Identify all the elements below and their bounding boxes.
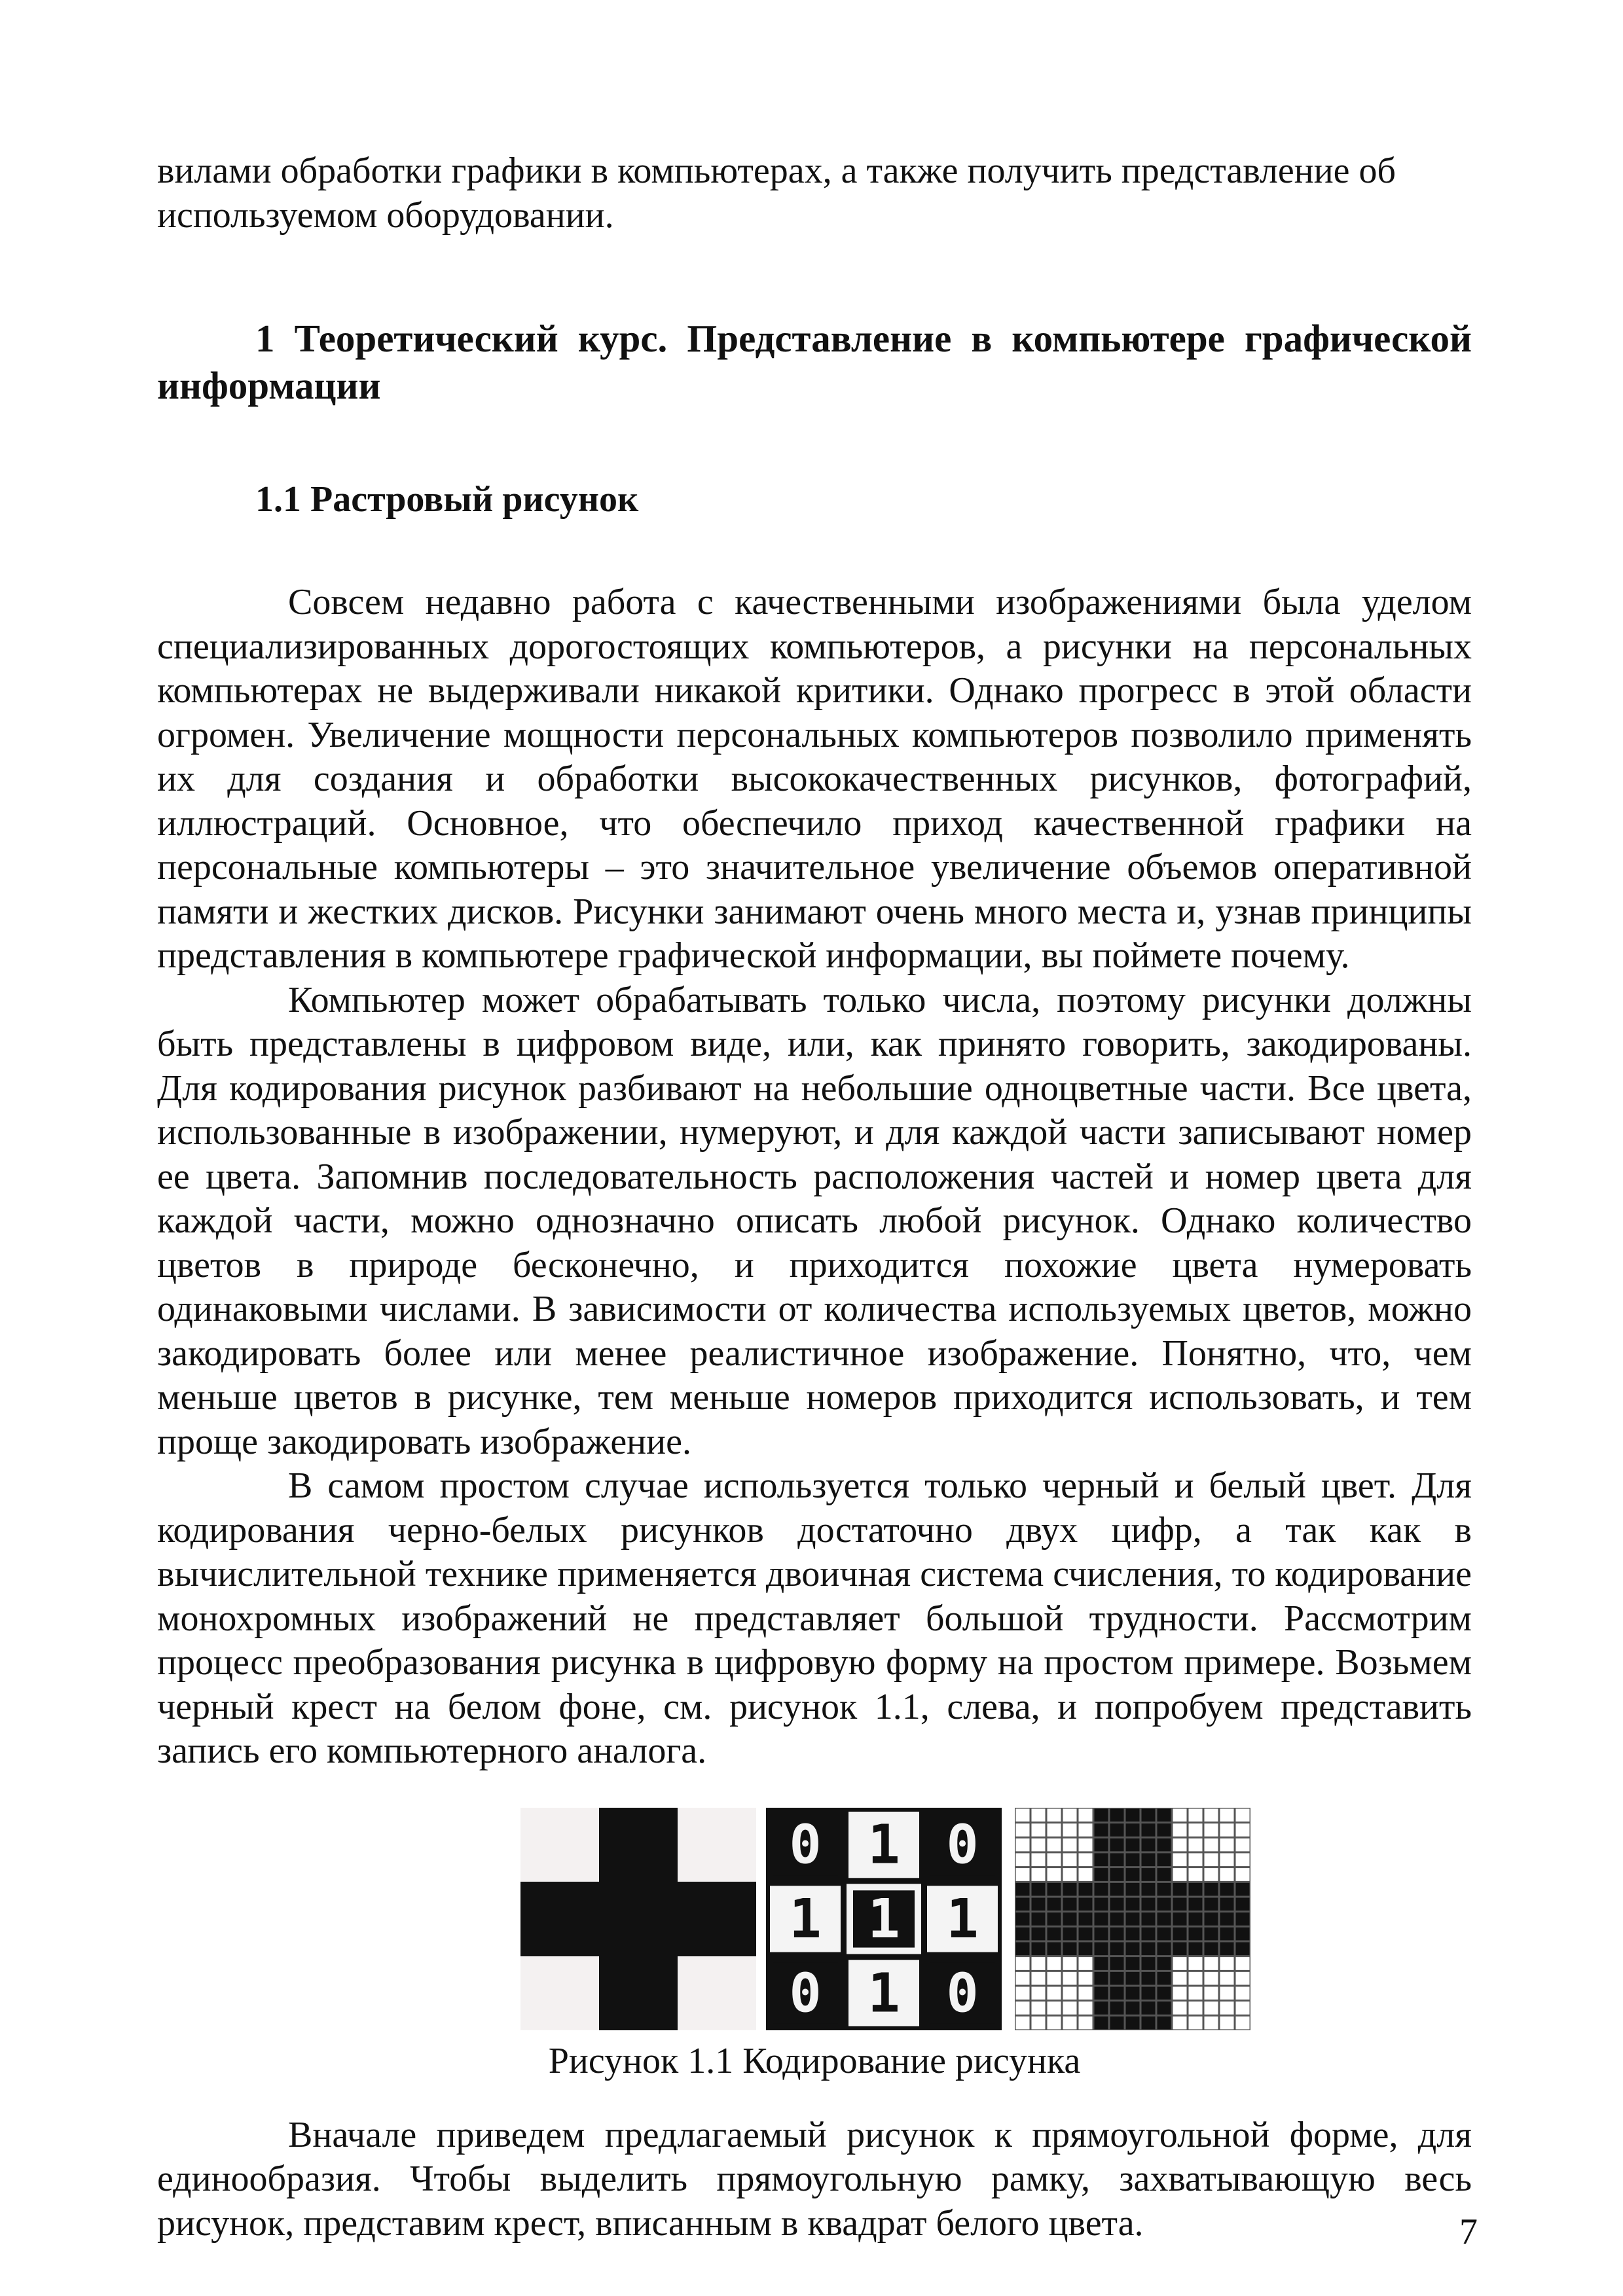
pixel-cell [1235, 1867, 1250, 1882]
pixel-cell [1093, 1867, 1109, 1882]
pixel-cell [1172, 1837, 1188, 1852]
pixel-cell [1140, 1941, 1156, 1956]
pixel-cell [1188, 1867, 1203, 1882]
pixel-cell [1235, 1822, 1250, 1837]
pixel-cell [1219, 1911, 1235, 1926]
pixel-cell [1219, 1941, 1235, 1956]
pixel-cell [1188, 1822, 1203, 1837]
pixel-cell [1235, 2000, 1250, 2015]
pixel-cell [1062, 1986, 1078, 2001]
pixel-cell [1219, 1986, 1235, 2001]
pixel-cell [1125, 1897, 1140, 1912]
pixel-cell [1188, 1971, 1203, 1986]
pixel-cell [1235, 1897, 1250, 1912]
pixel-cell [1156, 1852, 1172, 1867]
pixel-grid-image [1015, 1808, 1250, 2030]
pixel-cell [1172, 2000, 1188, 2015]
pixel-cell [1109, 1971, 1125, 1986]
pixel-cell [1030, 1986, 1046, 2001]
pixel-cell [1046, 1882, 1062, 1897]
pixel-cell [1093, 2000, 1109, 2015]
pixel-cell [1078, 1837, 1093, 1852]
pixel-cell [1046, 1956, 1062, 1971]
pixel-cell [1046, 1837, 1062, 1852]
pixel-cell [1015, 2000, 1030, 2015]
pixel-cell [1046, 1926, 1062, 1941]
pixel-cell [1078, 1956, 1093, 1971]
pixel-cell [1093, 1897, 1109, 1912]
pixel-cell [1030, 2000, 1046, 2015]
pixel-cell [1125, 1941, 1140, 1956]
digit-label: 1 [867, 1962, 900, 2024]
pixel-cell [1015, 1941, 1030, 1956]
pixel-cell [1125, 1986, 1140, 2001]
pixel-cell [1109, 1867, 1125, 1882]
pixel-cell [1030, 1971, 1046, 1986]
pixel-cell [1219, 1926, 1235, 1941]
pixel-cell [1030, 1926, 1046, 1941]
pixel-cell [1030, 1867, 1046, 1882]
pixel-cell [1030, 1941, 1046, 1956]
pixel-cell [1015, 2015, 1030, 2030]
body-paragraph-1: Совсем недавно работа с качественными изображениями была уделом специализированных дорогостоящих компьютеров, а рисунки на персональных компьютерах не выдерживали никакой критики. Однако прогресс в этой области огромен. Увеличение мощности персональных компьютеров позволило применять их для создания и обработки высококачественных рисунков, фотографий, иллюстраций. Основное, что обеспечило приход качественной графики на персональные компьютеры – это значительное увеличение объемов оперативной памяти и жестких дисков. Рисунки занимают очень много места и, узнав принципы представления в компьютере графической информации, вы поймете почему. [157, 582, 1472, 976]
pixel-cell [1140, 2000, 1156, 2015]
pixel-cell [1093, 1882, 1109, 1897]
pixel-cell [1046, 1808, 1062, 1823]
pixel-cell [1172, 1911, 1188, 1926]
pixel-cell [1219, 1897, 1235, 1912]
pixel-cell [1125, 2000, 1140, 2015]
pixel-cell [1140, 1837, 1156, 1852]
digit-label: 0 [789, 1814, 822, 1876]
pixel-cell [1062, 1926, 1078, 1941]
pixel-cell [1078, 1911, 1093, 1926]
pixel-cell [1203, 1808, 1219, 1823]
pixel-cell [1093, 1911, 1109, 1926]
chapter-heading: 1 Теоретический курс. Представление в компьютере графической информации [157, 317, 1472, 407]
pixel-cell [1235, 1882, 1250, 1897]
pixel-cell [1203, 1941, 1219, 1956]
pixel-cell [1188, 1882, 1203, 1897]
pixel-cell [1125, 1926, 1140, 1941]
pixel-cell [1156, 1837, 1172, 1852]
pixel-cell [1156, 1926, 1172, 1941]
pixel-cell [1062, 2015, 1078, 2030]
pixel-cell [1046, 1897, 1062, 1912]
pixel-cell [1109, 1808, 1125, 1823]
pixel-cell [1078, 1852, 1093, 1867]
pixel-cell [1172, 1926, 1188, 1941]
cross-image [520, 1808, 756, 2030]
pixel-cell [1015, 1837, 1030, 1852]
pixel-cell [1062, 1852, 1078, 1867]
pixel-cell [1156, 1986, 1172, 2001]
pixel-cell [1078, 1971, 1093, 1986]
pixel-cell [1062, 2000, 1078, 2015]
pixel-cell [1235, 1837, 1250, 1852]
section-heading: 1.1 Растровый рисунок [255, 479, 639, 520]
pixel-cell [1125, 1852, 1140, 1867]
pixel-cell [1093, 1837, 1109, 1852]
pixel-cell [1203, 2000, 1219, 2015]
pixel-cell [1046, 1852, 1062, 1867]
pixel-cell [1140, 1897, 1156, 1912]
pixel-cell [1015, 1852, 1030, 1867]
pixel-cell [1219, 1822, 1235, 1837]
pixel-cell [1062, 1867, 1078, 1882]
pixel-cell [1078, 2015, 1093, 2030]
page-content [157, 149, 1472, 2246]
pixel-cell [1203, 1837, 1219, 1852]
pixel-cell [1156, 2000, 1172, 2015]
pixel-cell [1125, 1956, 1140, 1971]
pixel-cell [1219, 1852, 1235, 1867]
pixel-cell [1015, 1882, 1030, 1897]
pixel-cell [1203, 1897, 1219, 1912]
pixel-cell [1188, 1852, 1203, 1867]
pixel-cell [1156, 1941, 1172, 1956]
pixel-cell [1219, 1971, 1235, 1986]
pixel-cell [1015, 1926, 1030, 1941]
pixel-cell [1046, 1941, 1062, 1956]
digit-label: 0 [789, 1962, 822, 2024]
pixel-cell [1140, 1822, 1156, 1837]
pixel-cell [1093, 1808, 1109, 1823]
pixel-cell [1188, 2000, 1203, 2015]
pixel-cell [1203, 1867, 1219, 1882]
pixel-cell [1172, 1808, 1188, 1823]
pixel-cell [1093, 1986, 1109, 2001]
pixel-cell [1093, 2015, 1109, 2030]
pixel-cell [1046, 2015, 1062, 2030]
pixel-cell [1078, 1808, 1093, 1823]
digit-label: 1 [789, 1888, 822, 1950]
pixel-cell [1015, 1897, 1030, 1912]
pixel-cell [1172, 1867, 1188, 1882]
pixel-cell [1093, 1971, 1109, 1986]
pixel-cell [1172, 1956, 1188, 1971]
pixel-cell [1219, 1837, 1235, 1852]
pixel-cell [1030, 1956, 1046, 1971]
pixel-cell [1188, 1926, 1203, 1941]
pixel-cell [1235, 1808, 1250, 1823]
pixel-cell [1172, 1897, 1188, 1912]
pixel-cell [1078, 1822, 1093, 1837]
pixel-cell [1030, 1852, 1046, 1867]
pixel-cell [1235, 1926, 1250, 1941]
figure-1-1 [157, 1808, 1472, 2030]
digit-label: 0 [946, 1962, 979, 2024]
pixel-cell [1078, 1897, 1093, 1912]
pixel-cell [1046, 1822, 1062, 1837]
pixel-cell [1172, 1852, 1188, 1867]
pixel-cell [1030, 1808, 1046, 1823]
pixel-cell [1235, 1852, 1250, 1867]
pixel-cell [1109, 1837, 1125, 1852]
pixel-cell [1093, 1941, 1109, 1956]
pixel-cell [1188, 1986, 1203, 2001]
pixel-cell [1203, 1926, 1219, 1941]
pixel-cell [1188, 1808, 1203, 1823]
pixel-cell [1235, 1956, 1250, 1971]
encoded-digits-image [766, 1808, 1002, 2030]
pixel-cell [1235, 1971, 1250, 1986]
pixel-cell [1219, 1882, 1235, 1897]
body-paragraph-2: Компьютер может обрабатывать только числа, поэтому рисунки должны быть представлены в цифровом виде, или, как принято говорить, закодированы. Для кодирования рисунок разбивают на небольшие одноцветные части. Все цвета, использованные в изображении, нумеруют, и для каждой части записывают номер ее цвета. Запомнив последовательность расположения частей и номер цвета для каждой части, можно однозначно описать любой рисунок. Однако количество цветов в природе бесконечно, и приходится похожие цвета нумеровать одинаковыми числами. В зависимости от количества используемых цветов, можно закодировать более или менее реалистичное изображение. Понятно, что, чем меньше цветов в рисунке, тем меньше номеров приходится использовать, и тем проще закодировать изображение. [157, 979, 1472, 1462]
body-paragraph-4: Вначале приведем предлагаемый рисунок к прямоугольной форме, для единообразия. Чтобы выделить прямоугольную рамку, захватывающую весь рисунок, представим крест, вписанным в квадрат белого цвета. [157, 2114, 1472, 2244]
pixel-cell [1156, 1882, 1172, 1897]
pixel-cell [1140, 1956, 1156, 1971]
pixel-cell [1172, 1822, 1188, 1837]
pixel-cell [1140, 1867, 1156, 1882]
pixel-cell [1109, 2015, 1125, 2030]
pixel-cell [1203, 1971, 1219, 1986]
pixel-cell [1062, 1837, 1078, 1852]
digit-label: 1 [946, 1888, 979, 1950]
pixel-cell [1203, 1822, 1219, 1837]
pixel-cell [1203, 1956, 1219, 1971]
pixel-cell [1046, 1867, 1062, 1882]
pixel-cell [1093, 1822, 1109, 1837]
pixel-cell [1156, 1822, 1172, 1837]
pixel-cell [1156, 1867, 1172, 1882]
pixel-cell [1030, 1882, 1046, 1897]
pixel-cell [1125, 1822, 1140, 1837]
pixel-cell [1046, 2000, 1062, 2015]
pixel-cell [1062, 1808, 1078, 1823]
pixel-cell [1046, 1986, 1062, 2001]
pixel-cell [1188, 1941, 1203, 1956]
pixel-cell [1140, 1808, 1156, 1823]
pixel-cell [1062, 1911, 1078, 1926]
pixel-cell [1156, 1897, 1172, 1912]
pixel-cell [1078, 2000, 1093, 2015]
pixel-cell [1203, 1882, 1219, 1897]
pixel-cell [1062, 1897, 1078, 1912]
pixel-cell [1219, 2000, 1235, 2015]
pixel-cell [1030, 1837, 1046, 1852]
digit-label: 1 [867, 1814, 900, 1876]
pixel-cell [1188, 1897, 1203, 1912]
pixel-cell [1109, 1882, 1125, 1897]
pixel-cell [1188, 1837, 1203, 1852]
pixel-cell [1030, 2015, 1046, 2030]
pixel-cell [1015, 1986, 1030, 2001]
pixel-cell [1203, 1911, 1219, 1926]
pixel-cell [1109, 1911, 1125, 1926]
pixel-cell [1078, 1926, 1093, 1941]
body-paragraph-3: В самом простом случае используется только черный и белый цвет. Для кодирования черно-белых рисунков достаточно двух цифр, а так как в вычислительной технике применяется двоичная система счисления, то кодирование монохромных изображений не представляет большой трудности. Рассмотрим процесс преобразования рисунка в цифровую форму на простом примере. Возьмем черный крест на белом фоне, см. рисунок 1.1, слева, и попробуем представить запись его компьютерного аналога. [157, 1465, 1472, 1771]
pixel-cell [1093, 1956, 1109, 1971]
pixel-cell [1109, 1941, 1125, 1956]
digit-label: 1 [867, 1888, 900, 1950]
pixel-cell [1030, 1911, 1046, 1926]
pixel-cell [1235, 1911, 1250, 1926]
pixel-cell [1140, 1986, 1156, 2001]
page-number: 7 [1459, 2212, 1478, 2252]
pixel-cell [1125, 1867, 1140, 1882]
pixel-cell [1125, 1971, 1140, 1986]
pixel-cell [1156, 1911, 1172, 1926]
pixel-cell [1093, 1926, 1109, 1941]
pixel-cell [1140, 1971, 1156, 1986]
pixel-cell [1203, 1986, 1219, 2001]
pixel-cell [1140, 2015, 1156, 2030]
pixel-cell [1172, 1986, 1188, 2001]
pixel-cell [1172, 1882, 1188, 1897]
pixel-cell [1109, 1956, 1125, 1971]
pixel-cell [1140, 1882, 1156, 1897]
pixel-cell [1109, 2000, 1125, 2015]
pixel-cell [1062, 1882, 1078, 1897]
pixel-cell [1046, 1971, 1062, 1986]
pixel-cell [1062, 1941, 1078, 1956]
pixel-cell [1235, 2015, 1250, 2030]
pixel-cell [1078, 1986, 1093, 2001]
pixel-cell [1235, 1986, 1250, 2001]
pixel-cell [1109, 1986, 1125, 2001]
pixel-cell [1140, 1911, 1156, 1926]
pixel-cell [1125, 1808, 1140, 1823]
pixel-cell [1219, 2015, 1235, 2030]
pixel-cell [1140, 1852, 1156, 1867]
pixel-cell [1125, 2015, 1140, 2030]
pixel-cell [1203, 2015, 1219, 2030]
pixel-cell [1093, 1852, 1109, 1867]
pixel-cell [1062, 1971, 1078, 1986]
pixel-cell [1015, 1911, 1030, 1926]
pixel-cell [1015, 1956, 1030, 1971]
pixel-cell [1188, 1956, 1203, 1971]
pixel-cell [1235, 1941, 1250, 1956]
pixel-cell [1109, 1822, 1125, 1837]
pixel-cell [1188, 2015, 1203, 2030]
pixel-cell [1156, 1808, 1172, 1823]
pixel-cell [1030, 1822, 1046, 1837]
pixel-cell [1156, 1956, 1172, 1971]
pixel-cell [1109, 1897, 1125, 1912]
pixel-cell [1125, 1837, 1140, 1852]
pixel-cell [1125, 1911, 1140, 1926]
intro-paragraph: вилами обработки графики в компьютерах, а также получить представление об используемом оборудовании. [157, 151, 1396, 236]
pixel-cell [1015, 1822, 1030, 1837]
pixel-cell [1203, 1852, 1219, 1867]
pixel-cell [1156, 1971, 1172, 1986]
pixel-cell [1219, 1808, 1235, 1823]
pixel-cell [1046, 1911, 1062, 1926]
pixel-cell [1219, 1867, 1235, 1882]
pixel-cell [1172, 1971, 1188, 1986]
pixel-cell [1015, 1971, 1030, 1986]
pixel-cell [1078, 1882, 1093, 1897]
digit-label: 0 [946, 1814, 979, 1876]
pixel-cell [1125, 1882, 1140, 1897]
pixel-cell [1015, 1808, 1030, 1823]
pixel-cell [1140, 1926, 1156, 1941]
pixel-cell [1078, 1867, 1093, 1882]
pixel-cell [1156, 2015, 1172, 2030]
pixel-cell [1078, 1941, 1093, 1956]
figure-caption: Рисунок 1.1 Кодирование рисунка [548, 2040, 1081, 2081]
pixel-cell [1188, 1911, 1203, 1926]
pixel-cell [1172, 2015, 1188, 2030]
pixel-cell [1172, 1941, 1188, 1956]
pixel-cell [1015, 1867, 1030, 1882]
pixel-cell [1062, 1956, 1078, 1971]
pixel-cell [1062, 1822, 1078, 1837]
pixel-cell [1109, 1852, 1125, 1867]
pixel-cell [1109, 1926, 1125, 1941]
pixel-cell [1030, 1897, 1046, 1912]
pixel-cell [1219, 1956, 1235, 1971]
